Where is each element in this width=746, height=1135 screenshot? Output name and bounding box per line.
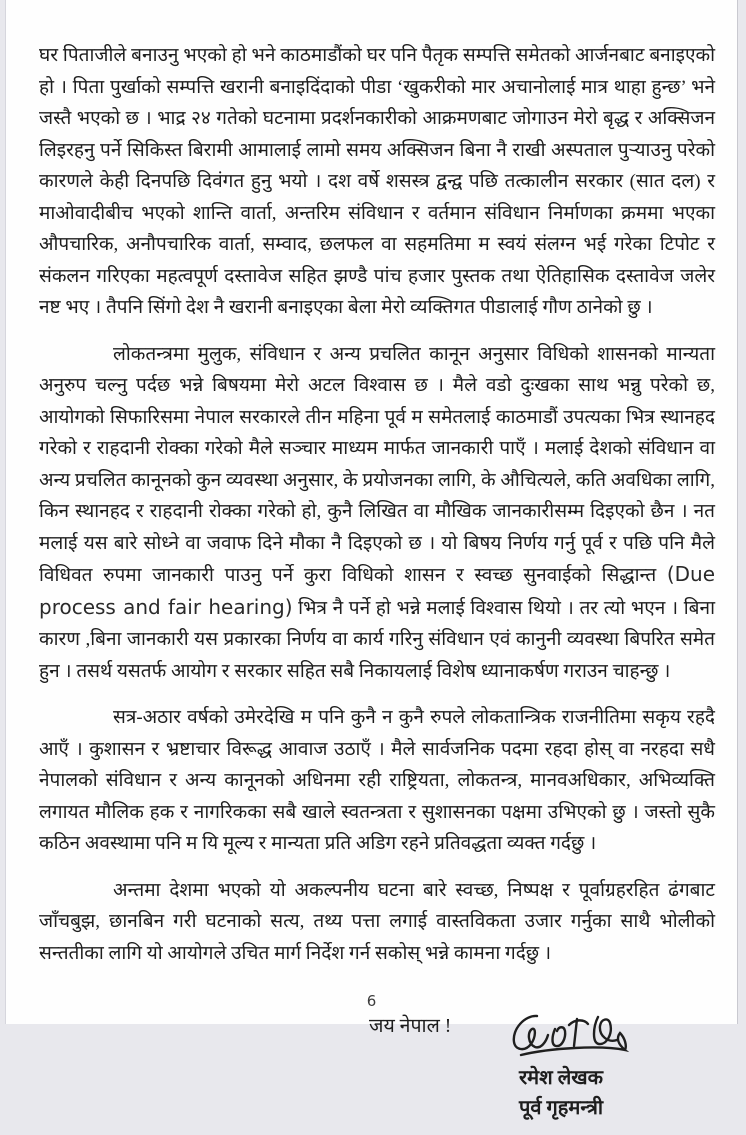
letter-body xyxy=(39,40,715,1135)
handwritten-signature-icon xyxy=(505,1005,645,1061)
paragraph-2-text-nepali-b: भित्र नै पर्ने हो भन्ने मलाई विश्वास थियो । तर त्यो भएन । बिना कारण ,बिना जानकारी यस प्रकारका निर्णय वा कार्य गरिनु संविधान एवं कानुनी व्यवस्था बिपरित समेत हुन । तसर्थ यसतर्फ आयोग र सरकार सहित सबै निकायलाई विशेष ध्यानाकर्षण गराउन चाहन्छु । xyxy=(39,597,715,682)
paragraph-3 xyxy=(39,702,715,860)
paragraph-4 xyxy=(39,875,715,970)
paragraph-1 xyxy=(39,40,715,324)
paragraph-3-text: सत्र-अठार वर्षको उमेरदेखि म पनि कुनै न कुनै रुपले लोकतान्त्रिक राजनीतिमा सकृय रहदै आएँ । कुशासन र भ्रष्टाचार विरूद्ध आवाज उठाएँ । मैले सार्वजनिक पदमा रहदा होस् वा नरहदा सधै नेपालको संविधान र अन्य कानूनको अधिनमा रही राष्ट्रियता, लोकतन्त्र, मानवअधिकार, अभिव्यक्ति लगायत मौलिक हक र नागरिकका सबै खाले स्वतन्त्रता र सुशासनका पक्षमा उभिएको छु । जस्तो सुकै कठिन अवस्थामा पनि म यि मूल्य र मान्यता प्रति अडिग रहने प्रतिवद्धता व्यक्त गर्दछु । xyxy=(39,707,715,854)
salutation: जय नेपाल ! xyxy=(369,1016,452,1037)
signature-block xyxy=(519,1005,669,1123)
letter-page xyxy=(5,0,738,1119)
signoff-row xyxy=(39,1005,715,1135)
paragraph-2-text-nepali-a: लोकतन्त्रमा मुलुक, संविधान र अन्य प्रचलित कानून अनुसार विधिको शासनको मान्यता अनुरुप चल्नु पर्दछ भन्ने बिषयमा मेरो अटल विश्वास छ । मैले वडो दुःखका साथ भन्नु परेको छ, आयोगको सिफारिसमा नेपाल सरकारले तीन महिना पूर्व म समेतलाई काठमाडौं उपत्यका भित्र स्थानहद गरेको र राहदानी रोक्का गरेको मैले सञ्चार माध्यम मार्फत जानकारी पाएँ । मलाई देशको संविधान वा अन्य प्रचलित कानूनको कुन व्यवस्था अनुसार, के प्रयोजनका लागि, के औचित्यले, कति अवधिका लागि, किन स्थानहद र राहदानी रोक्का गरेको हो, कुनै लिखित वा मौखिक जानकारीसम्म दिइएको छैन । नत मलाई यस बारे सोध्ने वा जवाफ दिने मौका नै दिइएको छ । यो बिषय निर्णय गर्नु पूर्व र पछि पनि मैले विधिवत रुपमा जानकारी पाउनु पर्ने कुरा विधिको शासन र स्वच्छ सुनवाईको सिद्धान्त xyxy=(39,343,715,586)
paragraph-4-text: अन्तमा देशमा भएको यो अकल्पनीय घटना बारे स्वच्छ, निष्पक्ष र पूर्वाग्रहरहित ढंगबाट जाँचबुझ, छानबिन गरी घटनाको सत्य, तथ्य पत्ता लगाई वास्तविकता उजार गर्नुका साथै भोलीको सन्ततीका लागि यो आयोगले उचित मार्ग निर्देश गर्न सकोस् भन्ने कामना गर्दछु । xyxy=(39,879,715,964)
paragraph-1-text: घर पिताजीले बनाउनु भएको हो भने काठमाडौंको घर पनि पैतृक सम्पत्ति समेतको आर्जनबाट बनाइएको हो । पिता पुर्खाको सम्पत्ति खरानी बनाइदिंदाको पीडा ‘खुकरीको मार अचानोलाई मात्र थाहा हुन्छ’ भने जस्तै भएको छ । भाद्र २४ गतेको घटनामा प्रदर्शनकारीको आक्रमणबाट जोगाउन मेरो बृद्ध र अक्सिजन लिइरहनु पर्ने सिकिस्त बिरामी आमालाई लामो समय अक्सिजन बिना नै राखी अस्पताल पुऱ्याउनु परेको कारणले केही दिनपछि दिवंगत हुनु भयो । दश वर्षे शसस्त्र द्वन्द्व पछि तत्कालीन सरकार (सात दल) र माओवादीबीच भएको शान्ति वार्ता, अन्तरिम संविधान र वर्तमान संविधान निर्माणका क्रममा भएका औपचारिक, अनौपचारिक वार्ता, सम्वाद, छलफल वा सहमतिमा म स्वयं संलग्न भई गरेका टिपोट र संकलन गरिएका महत्वपूर्ण दस्तावेज सहित झण्डै पांच हजार पुस्तक तथा ऐतिहासिक दस्तावेज जलेर नष्ट भए । तैपनि सिंगो देश नै खरानी बनाइएका बेला मेरो व्यक्तिगत पीडालाई गौण ठानेको छु । xyxy=(39,45,715,318)
paragraph-2-english-phrase: (Due process and fair hearing) xyxy=(39,562,715,619)
signatory-title: पूर्व गृहमन्त्री xyxy=(519,1097,604,1119)
page-number: 6 xyxy=(366,992,377,1010)
paragraph-2 xyxy=(39,339,715,688)
signatory-name: रमेश लेखक xyxy=(519,1067,604,1089)
